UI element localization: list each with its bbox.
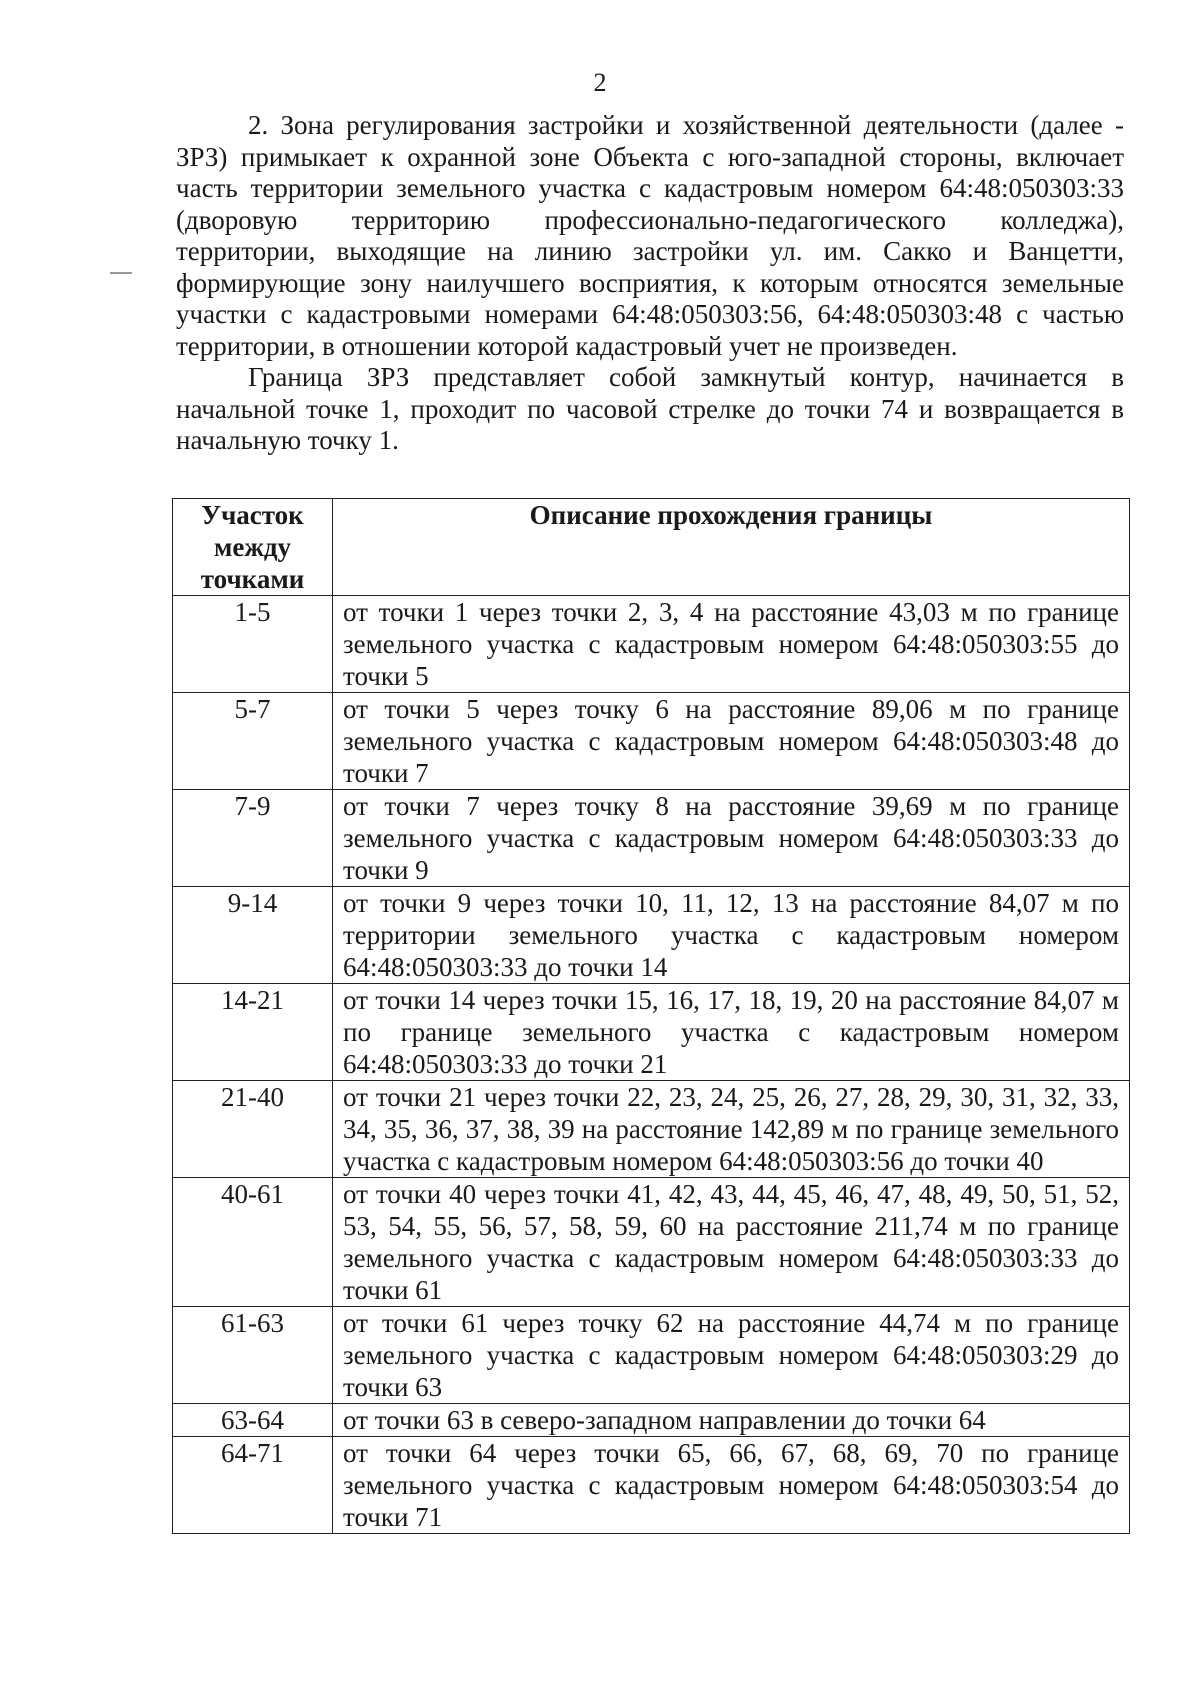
description-cell: от точки 5 через точку 6 на расстояние 89,06 м по границе земельного участка с кадастровым номером 64:48:050303:48 до точки 7: [333, 693, 1130, 790]
segment-cell: 64-71: [173, 1437, 333, 1534]
table-row: [173, 984, 1130, 1081]
description-cell: от точки 21 через точки 22, 23, 24, 25, 26, 27, 28, 29, 30, 31, 32, 33, 34, 35, 36, 37, 38, 39 на расстояние 142,89 м по границе земельного участка с кадастровым номером 64:48:050303:56 до точки 40: [333, 1081, 1130, 1178]
table-row: [173, 1178, 1130, 1307]
description-cell: от точки 1 через точки 2, 3, 4 на расстояние 43,03 м по границе земельного участка с кадастровым номером 64:48:050303:55 до точки 5: [333, 596, 1130, 693]
description-cell: от точки 9 через точки 10, 11, 12, 13 на расстояние 84,07 м по территории земельного участка с кадастровым номером 64:48:050303:33 до точки 14: [333, 887, 1130, 984]
description-cell: от точки 40 через точки 41, 42, 43, 44, 45, 46, 47, 48, 49, 50, 51, 52, 53, 54, 55, 56, 57, 58, 59, 60 на расстояние 211,74 м по границе земельного участка с кадастровым номером 64:48:050303:33 до точки 61: [333, 1178, 1130, 1307]
segment-cell: 14-21: [173, 984, 333, 1081]
description-cell: от точки 7 через точку 8 на расстояние 39,69 м по границе земельного участка с кадастровым номером 64:48:050303:33 до точки 9: [333, 790, 1130, 887]
table-row: [173, 1307, 1130, 1404]
segment-cell: 5-7: [173, 693, 333, 790]
description-cell: от точки 63 в северо-западном направлении до точки 64: [333, 1404, 1130, 1437]
boundary-table: [172, 498, 1130, 1534]
paragraph-zrz-boundary: Граница ЗРЗ представляет собой замкнутый контур, начинается в начальной точке 1, проходит по часовой стрелке до точки 74 и возвращается в начальную точку 1.: [176, 362, 1124, 455]
table-row: [173, 887, 1130, 984]
body-text: [176, 110, 1124, 457]
page-number: 2: [593, 68, 607, 97]
description-cell: от точки 61 через точку 62 на расстояние 44,74 м по границе земельного участка с кадастровым номером 64:48:050303:29 до точки 63: [333, 1307, 1130, 1404]
header-segment: Участок между точками: [173, 499, 333, 596]
segment-cell: 7-9: [173, 790, 333, 887]
description-cell: от точки 64 через точки 65, 66, 67, 68, 69, 70 по границе земельного участка с кадастровым номером 64:48:050303:54 до точки 71: [333, 1437, 1130, 1534]
segment-cell: 40-61: [173, 1178, 333, 1307]
table-row: [173, 1081, 1130, 1178]
description-cell: от точки 14 через точки 15, 16, 17, 18, 19, 20 на расстояние 84,07 м по границе земельного участка с кадастровым номером 64:48:050303:33 до точки 21: [333, 984, 1130, 1081]
table-row: [173, 596, 1130, 693]
table-row: [173, 790, 1130, 887]
table-row: [173, 1437, 1130, 1534]
margin-mark: [110, 272, 132, 274]
segment-cell: 21-40: [173, 1081, 333, 1178]
segment-cell: 9-14: [173, 887, 333, 984]
segment-cell: 61-63: [173, 1307, 333, 1404]
segment-cell: 1-5: [173, 596, 333, 693]
table-row: [173, 693, 1130, 790]
segment-cell: 63-64: [173, 1404, 333, 1437]
header-description: Описание прохождения границы: [333, 499, 1130, 596]
table-header-row: [173, 499, 1130, 596]
table-row: [173, 1404, 1130, 1437]
paragraph-zrz-description: 2. Зона регулирования застройки и хозяйственной деятельности (далее - ЗРЗ) примыкает к охранной зоне Объекта с юго-западной стороны, включает часть территории земельного участка с кадастровым номером 64:48:050303:33 (дворовую территорию профессионально-педагогического колледжа), территории, выходящие на линию застройки ул. им. Сакко и Ванцетти, формирующие зону наилучшего восприятия, к которым относятся земельные участки с кадастровыми номерами 64:48:050303:56, 64:48:050303:48 с частью территории, в отношении которой кадастровый учет не произведен.: [176, 110, 1124, 361]
